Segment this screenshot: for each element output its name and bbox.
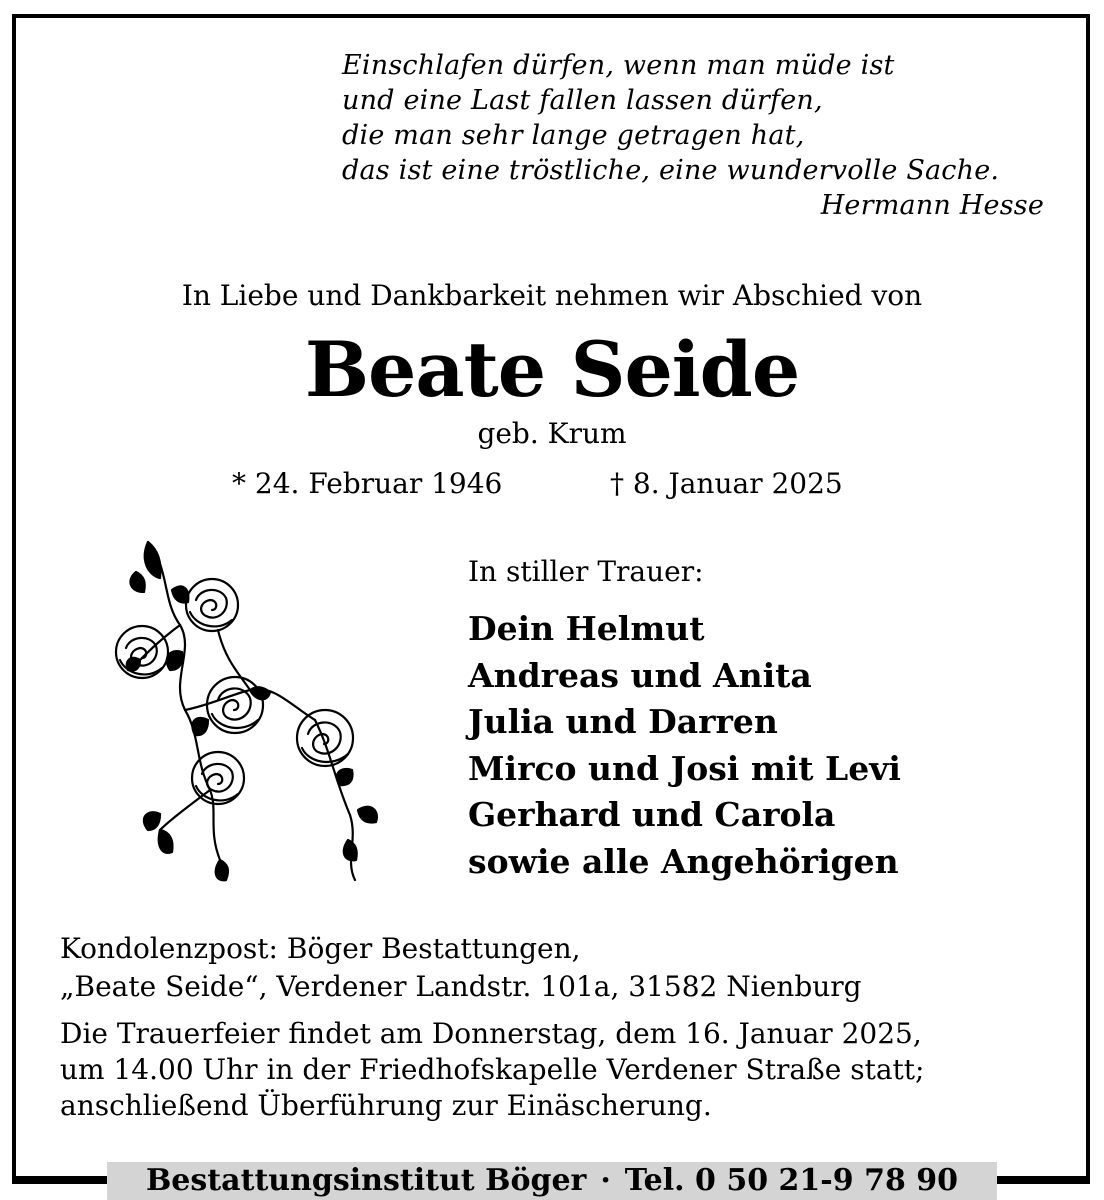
- funeral-home-phone: Tel. 0 50 21-9 78 90: [624, 1163, 959, 1198]
- quote-line: die man sehr lange getragen hat,: [342, 120, 805, 151]
- hesse-quote: [342, 48, 1044, 223]
- mourner-name: Andreas und Anita: [468, 655, 812, 695]
- condolence-line: Kondolenzpost: Böger Bestattungen,: [60, 932, 581, 965]
- funeral-home-name: Bestattungsinstitut Böger: [145, 1163, 587, 1198]
- maiden-name: geb. Krum: [477, 417, 627, 450]
- condolence-line: „Beate Seide“, Verdener Landstr. 101a, 31582 Nienburg: [60, 970, 862, 1003]
- mourner-name: Dein Helmut: [468, 609, 705, 648]
- funeral-home-footer: [107, 1162, 997, 1200]
- service-line: Die Trauerfeier findet am Donnerstag, dem 16. Januar 2025,: [60, 1017, 922, 1050]
- farewell-intro: In Liebe und Dankbarkeit nehmen wir Abschied von: [181, 279, 923, 312]
- mourners-heading: In stiller Trauer:: [468, 555, 704, 588]
- mourners-list: [468, 606, 901, 885]
- birth-date: * 24. Februar 1946: [232, 467, 503, 500]
- mourner-name: Mirco und Josi mit Levi: [468, 748, 901, 788]
- mourner-name: sowie alle Angehörigen: [468, 841, 899, 881]
- quote-line: das ist eine tröstliche, eine wundervolle Sache.: [342, 155, 1000, 186]
- mourner-name: Gerhard und Carola: [468, 795, 836, 834]
- funeral-service-info: [60, 1016, 924, 1124]
- service-line: anschließend Überführung zur Einäscherung.: [60, 1089, 712, 1122]
- condolence-address: [60, 930, 862, 1006]
- footer-separator: ·: [600, 1163, 611, 1198]
- deceased-name: Beate Seide: [304, 325, 800, 414]
- roses-icon: [100, 530, 390, 890]
- quote-author: Hermann Hesse: [820, 190, 1044, 221]
- service-line: um 14.00 Uhr in der Friedhofskapelle Verdener Straße statt;: [60, 1053, 925, 1086]
- death-date: † 8. Januar 2025: [610, 467, 843, 500]
- quote-line: Einschlafen dürfen, wenn man müde ist: [342, 50, 895, 81]
- mourner-name: Julia und Darren: [468, 702, 778, 741]
- quote-line: und eine Last fallen lassen dürfen,: [342, 85, 823, 116]
